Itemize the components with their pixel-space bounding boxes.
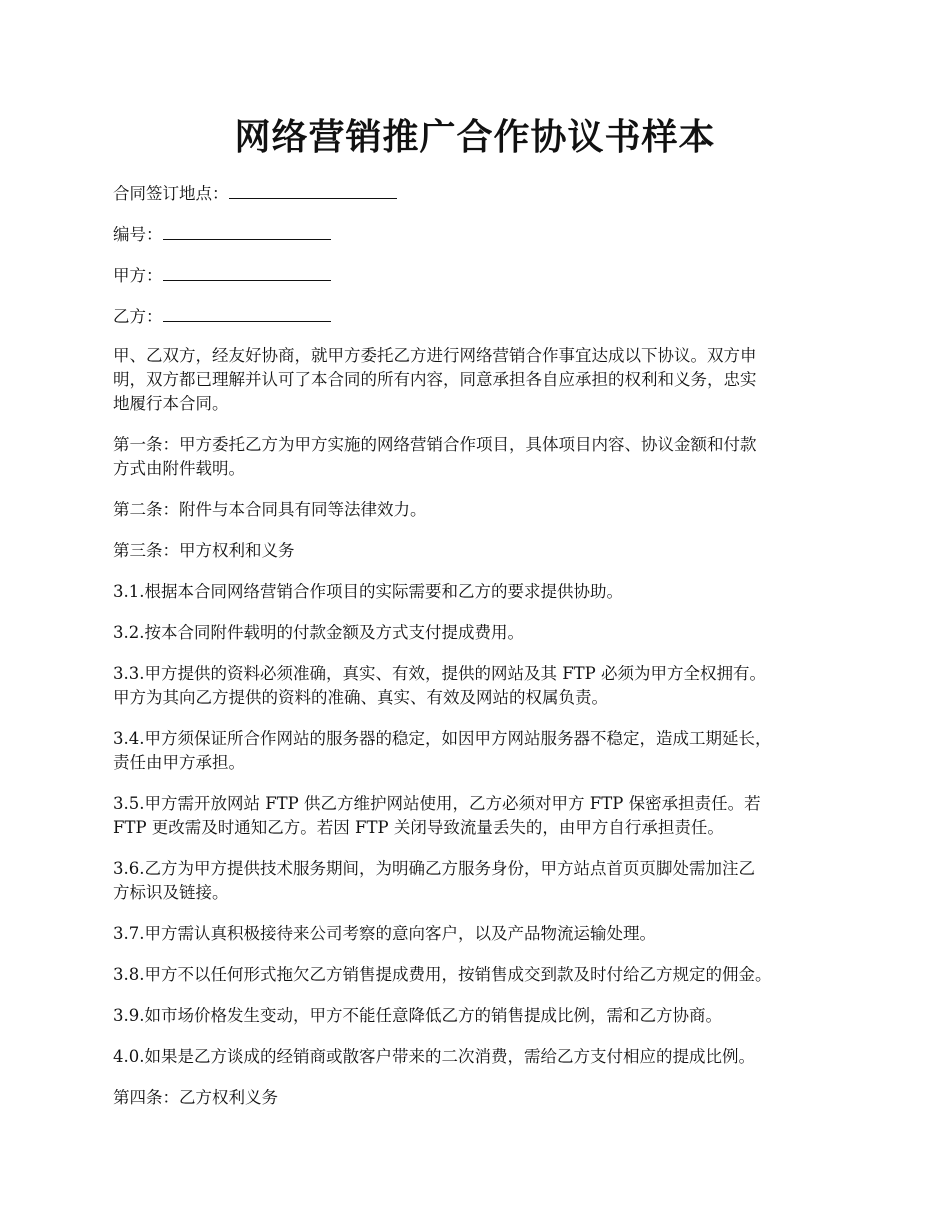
- clause-3-5: [113, 792, 841, 840]
- paragraph-line: 责任由甲方承担。: [113, 753, 245, 772]
- clause-3-7: [113, 922, 841, 946]
- party-b-blank: [163, 303, 331, 322]
- clause-3-2: [113, 621, 841, 645]
- section-heading-article-4: [113, 1086, 841, 1110]
- field-label: 合同签订地点：: [113, 184, 229, 203]
- clause-3-3: [113, 662, 841, 710]
- paragraph-line: 3.3.甲方提供的资料必须准确，真实、有效，提供的网站及其 FTP 必须为甲方全权拥有。: [113, 664, 767, 683]
- field-party-a: [113, 262, 841, 286]
- paragraph-line: 3.2.按本合同附件载明的付款金额及方式支付提成费用。: [113, 623, 524, 642]
- paragraph-line: 第二条：附件与本合同具有同等法律效力。: [113, 500, 427, 519]
- paragraph-line: 第四条：乙方权利义务: [113, 1088, 278, 1107]
- contract-number-blank: [163, 221, 331, 240]
- paragraph-line: 甲、乙双方，经友好协商，就甲方委托乙方进行网络营销合作事宜达成以下协议。双方申: [113, 346, 757, 365]
- paragraph-article-2: [113, 498, 841, 522]
- section-heading-article-3: [113, 539, 841, 563]
- field-party-b: [113, 303, 841, 327]
- party-a-blank: [163, 262, 331, 281]
- paragraph-line: 3.9.如市场价格发生变动，甲方不能任意降低乙方的销售提成比例，需和乙方协商。: [113, 1006, 722, 1025]
- paragraph-line: 第三条：甲方权利和义务: [113, 541, 295, 560]
- paragraph-line: FTP 更改需及时通知乙方。若因 FTP 关闭导致流量丢失的，由甲方自行承担责任。: [113, 818, 724, 837]
- paragraph-line: 3.8.甲方不以任何形式拖欠乙方销售提成费用，按销售成交到款及时付给乙方规定的佣金。: [113, 965, 772, 984]
- paragraph-line: 3.5.甲方需开放网站 FTP 供乙方维护网站使用，乙方必须对甲方 FTP 保密承担责任。若: [113, 794, 761, 813]
- clause-3-4: [113, 727, 841, 775]
- clause-3-1: [113, 580, 841, 604]
- paragraph-line: 4.0.如果是乙方谈成的经销商或散客户带来的二次消费，需给乙方支付相应的提成比例。: [113, 1047, 755, 1066]
- paragraph-line: 方式由附件载明。: [113, 459, 245, 478]
- clause-4-0: [113, 1045, 841, 1069]
- field-signing-place: [113, 180, 841, 204]
- clause-3-8: [113, 963, 841, 987]
- field-label: 甲方：: [113, 266, 163, 285]
- paragraph-line: 地履行本合同。: [113, 394, 229, 413]
- paragraph-article-1: [113, 433, 841, 481]
- document-body: [113, 180, 841, 1127]
- paragraph-line: 3.7.甲方需认真积极接待来公司考察的意向客户，以及产品物流运输处理。: [113, 924, 656, 943]
- paragraph-line: 明，双方都已理解并认可了本合同的所有内容，同意承担各自应承担的权利和义务，忠实: [113, 370, 757, 389]
- clause-3-9: [113, 1004, 841, 1028]
- paragraph-line: 3.4.甲方须保证所合作网站的服务器的稳定，如因甲方网站服务器不稳定，造成工期延长，: [113, 729, 772, 748]
- paragraph-line: 3.6.乙方为甲方提供技术服务期间，为明确乙方服务身份，甲方站点首页页脚处需加注乙: [113, 859, 755, 878]
- paragraph-line: 甲方为其向乙方提供的资料的准确、真实、有效及网站的权属负责。: [113, 688, 608, 707]
- clause-3-6: [113, 857, 841, 905]
- paragraph-line: 3.1.根据本合同网络营销合作项目的实际需要和乙方的要求提供协助。: [113, 582, 623, 601]
- field-label: 编号：: [113, 225, 163, 244]
- field-contract-number: [113, 221, 841, 245]
- signing-place-blank: [229, 180, 397, 199]
- document-title: 网络营销推广合作协议书样本: [234, 116, 716, 158]
- paragraph-preamble: [113, 344, 841, 416]
- paragraph-line: 第一条：甲方委托乙方为甲方实施的网络营销合作项目，具体项目内容、协议金额和付款: [113, 435, 757, 454]
- field-label: 乙方：: [113, 307, 163, 326]
- paragraph-line: 方标识及链接。: [113, 883, 229, 902]
